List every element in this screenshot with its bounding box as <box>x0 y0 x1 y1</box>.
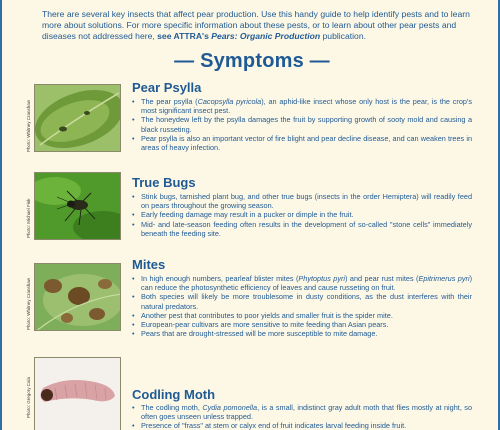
larva-image <box>35 358 121 430</box>
section-title: Pear Psylla <box>132 80 202 95</box>
bug-image <box>35 173 121 240</box>
intro-pub-title[interactable]: Pears: Organic Production <box>211 31 321 41</box>
list-item: • Another pest that contributes to poor yields and smaller fruit is the spider mite. <box>132 311 472 320</box>
list-item: • Both species will likely be more troublesome in dusty conditions, as the dust interferes with their natural predators. <box>132 292 472 310</box>
list-item: • In high enough numbers, pearleaf blister mites (Phytoptus pyri) and pear rust mites (Epitrimerus pyri) can reduce the photosynthetic efficiency of leaves and cause russeting on fruit. <box>132 274 472 292</box>
bullet-list <box>132 403 472 430</box>
section-title: True Bugs <box>132 175 196 190</box>
list-item: • The codling moth, Cydia pomonella, is a small, indistinct gray adult moth that flies mostly at night, so often goes unseen unless trapped. <box>132 403 472 421</box>
mite-leaf-image <box>35 264 121 331</box>
bullet-list <box>132 192 472 238</box>
list-item: • Pear psylla is also an important vector of fire blight and pear decline disease, and can weaken trees in areas of heavy infection. <box>132 134 472 152</box>
intro-see-prefix: see ATTRA's <box>157 31 212 41</box>
list-item: • The pear psylla (Cacopsylla pyricola), an aphid-like insect whose only host is the pear, is the crop's most significant insect pest. <box>132 97 472 115</box>
photo-credit: Photo: Michael Fink <box>26 198 31 238</box>
leaf-image <box>35 85 121 152</box>
list-item: • The honeydew left by the psylla damages the fruit by supporting growth of sooty mold and causing a black russeting. <box>132 115 472 133</box>
pear-psylla-photo <box>34 84 121 152</box>
section-title: Codling Moth <box>132 387 216 402</box>
photo-credit: Photo: Whitney Cranshaw <box>26 99 31 152</box>
list-item: • Mid- and late-season feeding often results in the development of so-called "stone cells" immediately beneath the feeding site. <box>132 220 472 238</box>
bullet-list <box>132 97 472 152</box>
codling-moth-photo <box>34 357 121 430</box>
section-title: Mites <box>132 257 166 272</box>
list-item: • Stink bugs, tarnished plant bug, and other true bugs (insects in the order Hemiptera) will readily feed on pears throughout the growing season. <box>132 192 472 210</box>
intro-text-end: publication. <box>320 31 367 41</box>
bullet-list <box>132 274 472 338</box>
list-item: • Presence of "frass" at stem or calyx end of fruit indicates larval feeding inside fruit. <box>132 421 472 430</box>
intro-text: There are several key insects that affect pear production. Use this handy guide to help identify pests and to learn more about solutions. For more specific information about these pests, or to learn about other pear pests and diseases not addressed here, see ATTRA's <box>42 9 470 41</box>
intro-paragraph <box>42 9 472 42</box>
photo-credit: Photo: Gregory Cala <box>26 376 31 418</box>
list-item: • Early feeding damage may result in a pucker or dimple in the fruit. <box>132 210 472 219</box>
list-item: • European-pear cultivars are more sensitive to mite feeding than Asian pears. <box>132 320 472 329</box>
mites-photo <box>34 263 121 331</box>
page-heading: — Symptoms — <box>174 50 330 72</box>
true-bugs-photo <box>34 172 121 240</box>
list-item: • Pears that are drought-stressed will be more susceptible to mite damage. <box>132 329 472 338</box>
photo-credit: Photo: Whitney Cranshaw <box>26 277 31 330</box>
